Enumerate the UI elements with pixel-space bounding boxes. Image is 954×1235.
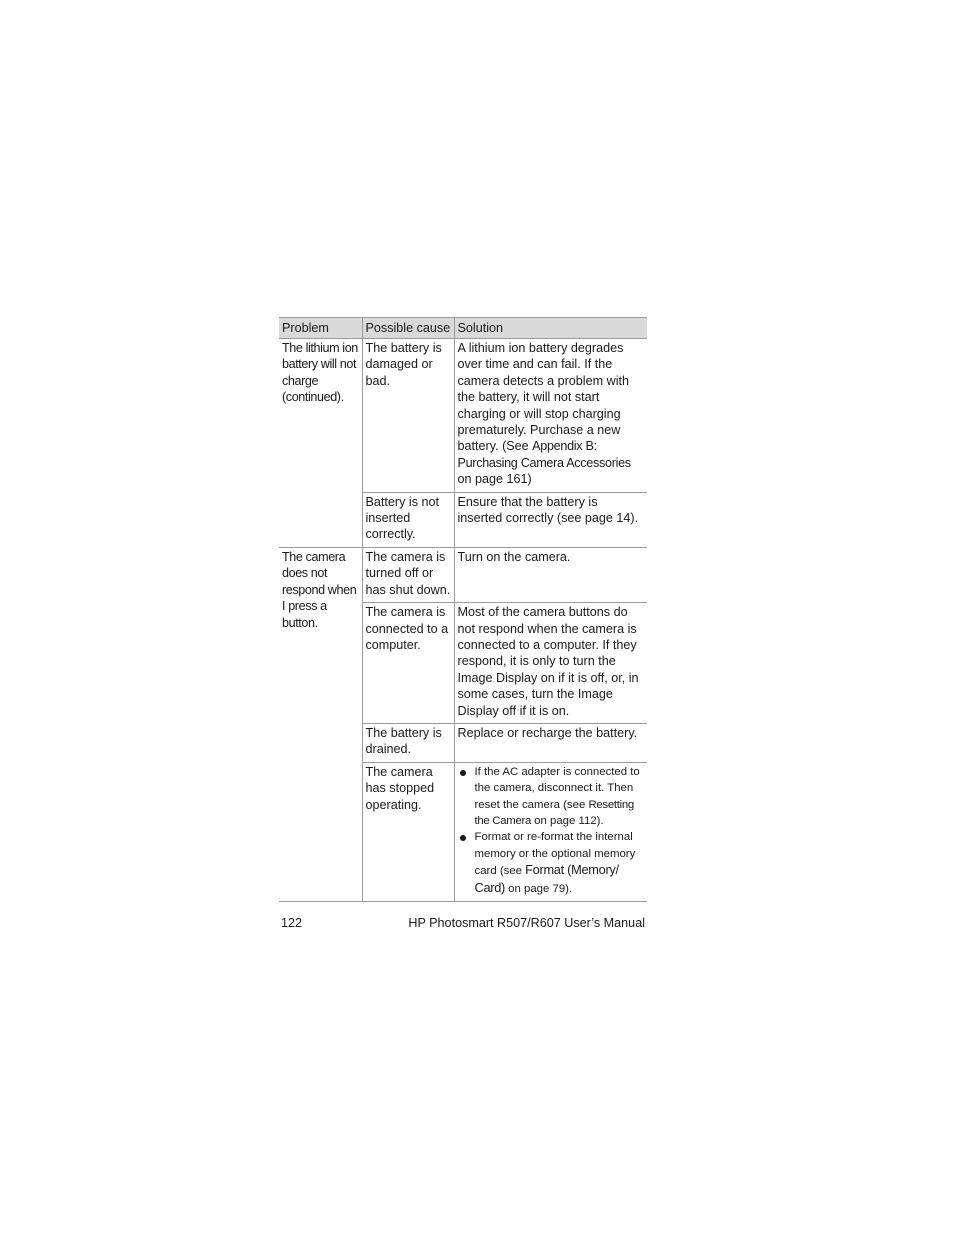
solution-cell: Replace or recharge the battery. — [454, 723, 647, 762]
bullet-text: on page 79). — [505, 882, 573, 895]
header-problem: Problem — [279, 318, 362, 339]
bullet-list — [458, 764, 645, 897]
cross-reference: Resetting the Camera — [474, 798, 634, 827]
problem-cell: The lithium ion battery will not charge (continued). — [279, 339, 362, 548]
cause-cell: The camera is connected to a computer. — [362, 603, 454, 724]
header-solution: Solution — [454, 318, 647, 339]
page-number: 122 — [281, 916, 303, 930]
cause-cell: The battery is damaged or bad. — [362, 339, 454, 493]
manual-title: HP Photosmart R507/R607 User’s Manual — [408, 916, 645, 930]
cause-cell: Battery is not inserted correctly. — [362, 492, 454, 547]
solution-cell: Ensure that the battery is inserted correctly (see page 14). — [454, 492, 647, 547]
cause-cell: The camera is turned off or has shut down. — [362, 547, 454, 602]
solution-cell — [454, 339, 647, 493]
cross-reference: Format (Memory/ Card) — [474, 862, 619, 895]
cross-reference: Appendix B: Purchasing Camera Accessories — [457, 439, 631, 470]
cause-cell: The battery is drained. — [362, 723, 454, 762]
cause-cell: The camera has stopped operating. — [362, 762, 454, 901]
bullet-text: Format or re-format the internal memory or the optional memory card (see — [474, 831, 636, 878]
table-row — [279, 547, 647, 602]
problem-cell: The camera does not respond when I press a button. — [279, 547, 362, 901]
bullet-item — [458, 829, 645, 897]
solution-cell: Turn on the camera. — [454, 547, 647, 602]
solution-cell: Most of the camera buttons do not respond when the camera is connected to a computer. If they respond, it is only to turn the Image Display on if it is off, or, in some cases, turn the Image Display off if it is on. — [454, 603, 647, 724]
table-row — [279, 339, 647, 493]
solution-text: A lithium ion battery degrades over time and can fail. If the camera detects a problem with the battery, it will not start charging or will stop charging prematurely. Purchase a new battery. (See — [457, 341, 629, 454]
bullet-item — [458, 764, 645, 830]
troubleshooting-table — [279, 317, 647, 902]
solution-cell — [454, 762, 647, 901]
bullet-text: If the AC adapter is connected to the camera, disconnect it. Then reset the camera (see — [474, 765, 640, 811]
solution-text: on page 161) — [457, 472, 532, 487]
table-header-row — [279, 318, 647, 339]
bullet-text: on page 112). — [531, 814, 604, 827]
bullet-icon — [460, 835, 466, 841]
header-possible-cause: Possible cause — [362, 318, 454, 339]
bullet-icon — [460, 770, 466, 776]
